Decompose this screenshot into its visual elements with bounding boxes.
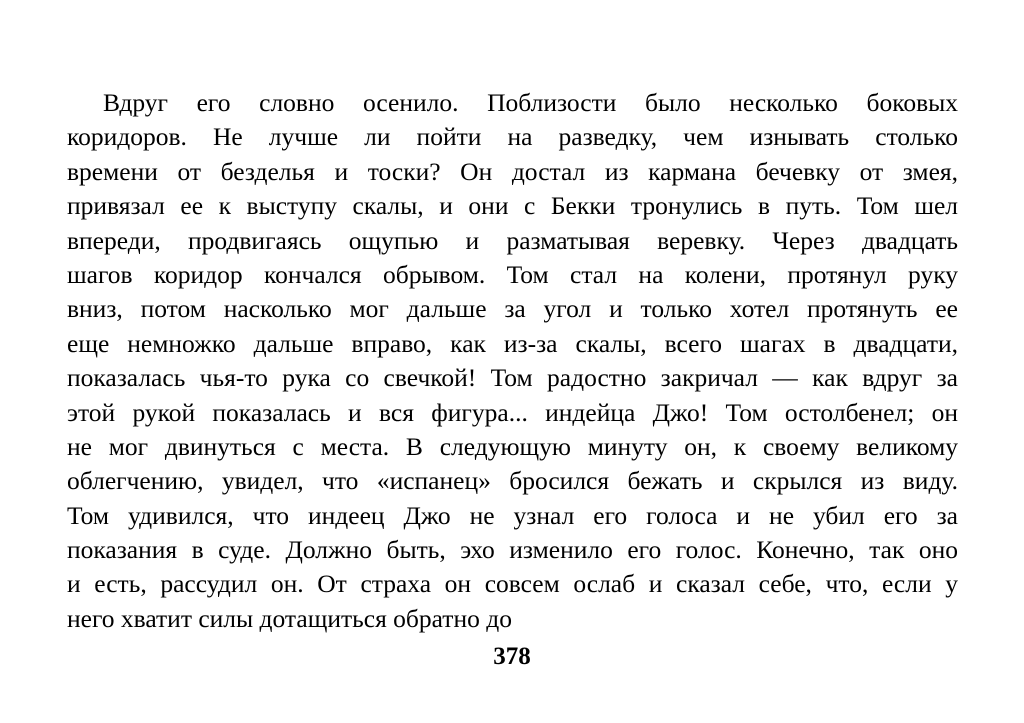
text-line: еще немножко дальше вправо, как из-за скалы, всего шагах в двадцати, (67, 328, 958, 358)
text-line: показания в суде. Должно быть, эхо изменило его голос. Конечно, так оно (67, 535, 958, 565)
text-line: не мог двинуться с места. В следующую минуту он, к своему великому (67, 431, 958, 461)
text-line: шагов коридор кончался обрывом. Том стал на колени, протянул руку (67, 259, 958, 289)
text-line: коридоров. Не лучше ли пойти на разведку, чем изнывать столько (67, 122, 958, 152)
text-line: вниз, потом насколько мог дальше за угол и только хотел протянуть ее (67, 294, 958, 324)
text-line: и есть, рассудил он. От страха он совсем ослаб и сказал себе, что, если у (67, 569, 958, 599)
text-line: показалась чья-то рука со свечкой! Том радостно закричал — как вдруг за (67, 363, 958, 393)
text-line: привязал ее к выступу скалы, и они с Бекки тронулись в путь. Том шел (67, 191, 958, 221)
text-line: Том удивился, что индеец Джо не узнал его голоса и не убил его за (67, 500, 958, 530)
text-line: времени от безделья и тоски? Он достал из кармана бечевку от змея, (67, 156, 958, 186)
text-line: облегчению, увидел, что «испанец» бросился бежать и скрылся из виду. (67, 466, 958, 496)
page-number: 378 (493, 643, 531, 670)
text-line: него хватит силы дотащиться обратно до (67, 603, 512, 633)
text-line: впереди, продвигаясь ощупью и разматывая веревку. Через двадцать (67, 225, 958, 255)
text-line: этой рукой показалась и вся фигура... индейца Джо! Том остолбенел; он (67, 397, 958, 427)
text-line: Вдруг его словно осенило. Поблизости было несколько боковых (103, 88, 958, 117)
body-paragraph (67, 86, 958, 636)
